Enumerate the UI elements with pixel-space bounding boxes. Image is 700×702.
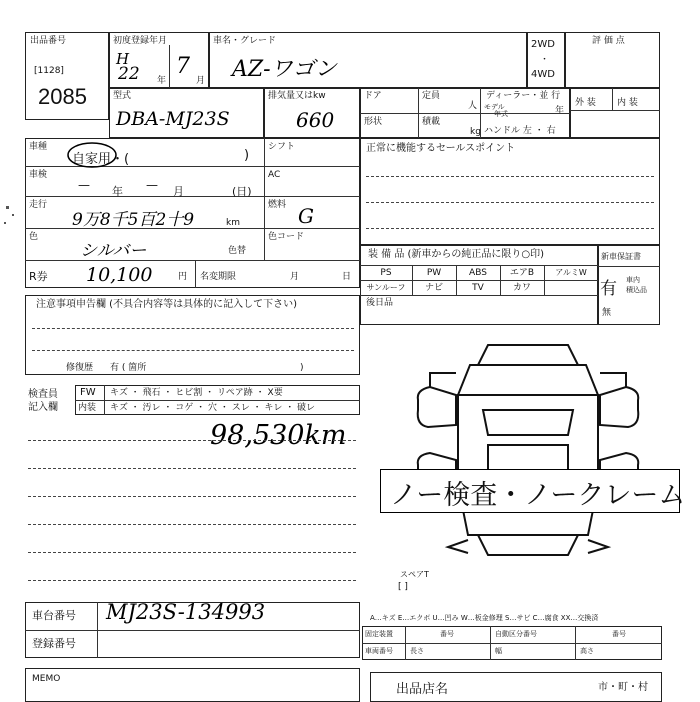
equipment-abs: ABS xyxy=(469,268,487,278)
divider xyxy=(25,630,360,631)
category-value: 自家用・( xyxy=(72,152,130,167)
model-year-label: モデル xyxy=(484,103,505,111)
equipment-ps: PS xyxy=(380,268,392,278)
divider xyxy=(264,138,265,260)
table-cell: 車両番号 xyxy=(365,647,393,655)
category-close: ) xyxy=(244,148,250,163)
spare-tire-label: スペアT xyxy=(400,570,429,579)
registration-label: 登録番号 xyxy=(32,637,76,650)
chassis-value: MJ23S-134993 xyxy=(106,600,266,624)
shop-label: 出品店名 xyxy=(396,682,449,697)
chassis-label: 車台番号 xyxy=(32,609,76,622)
expiry-day: 日 xyxy=(342,272,352,282)
capacity-unit: 人 xyxy=(468,101,478,111)
lot-number-label: 出品番号 xyxy=(30,36,67,46)
inspection-year-suffix: 年 xyxy=(112,185,123,198)
load-unit: kg xyxy=(470,127,481,137)
table-cell: 自動区分番号 xyxy=(495,630,537,638)
scan-mark xyxy=(12,214,14,216)
table-cell: 幅 xyxy=(495,647,502,655)
equipment-tv: TV xyxy=(472,283,484,293)
no-inspection-text: ノー検査・ノークレーム xyxy=(390,480,686,511)
dotted-line xyxy=(28,496,356,497)
dotted-line xyxy=(366,176,654,177)
equipment-title: 装 備 品 (新車からの純正品に限り○印) xyxy=(368,249,545,260)
inspection-dash: — xyxy=(78,178,90,192)
displacement-label: 排気量又はkw xyxy=(268,91,326,101)
divider xyxy=(490,626,491,660)
inspector-interior: 内装 xyxy=(78,403,97,413)
divider xyxy=(25,260,360,261)
recycle-unit: 円 xyxy=(178,272,188,282)
inspector-fw: FW xyxy=(80,387,96,398)
inspection-dash-2: — xyxy=(146,178,158,192)
equipment-sunroof: サンルーフ xyxy=(366,283,406,292)
divider xyxy=(360,295,598,296)
drive-dot: ・ xyxy=(540,55,550,65)
grade-label: 評 価 点 xyxy=(592,36,625,46)
category-label: 車種 xyxy=(29,142,48,152)
inspector-interior-items: キズ ・ 汚レ ・ コゲ ・ 穴 ・ スレ ・ キレ ・ 破レ xyxy=(110,403,316,413)
repair-history-value: 有 ( 箇所 xyxy=(110,363,147,373)
dotted-line xyxy=(28,580,356,581)
scan-mark xyxy=(6,206,9,209)
divider xyxy=(97,602,98,658)
registration-year: 22 xyxy=(118,64,140,84)
warranty-value: 有 xyxy=(600,279,617,299)
dotted-line xyxy=(28,552,356,553)
divider xyxy=(104,385,105,415)
repair-history-label: 修復歴 xyxy=(66,363,94,373)
sales-points-title: 正常に機能するセールスポイント xyxy=(366,143,516,154)
inspector-label-2: 記入欄 xyxy=(28,402,58,413)
warranty-none: 無 xyxy=(602,308,612,318)
handle-label: ハンドル 左 ・ 右 xyxy=(484,126,556,136)
model-value: DBA-MJ23S xyxy=(116,108,230,130)
color-label: 色 xyxy=(29,232,39,242)
circle-mark xyxy=(66,140,122,170)
handwritten-mileage: 98,530km xyxy=(210,420,347,451)
first-registration-label: 初度登録年月 xyxy=(113,36,168,46)
inspection-label: 車検 xyxy=(29,170,48,180)
ac-label: AC xyxy=(268,170,281,180)
expiry-month: 月 xyxy=(290,272,300,282)
interior-label: 内 装 xyxy=(617,98,638,108)
memo-label: MEMO xyxy=(32,674,61,684)
inspection-day-suffix: (日) xyxy=(232,185,252,198)
equipment-navi: ナビ xyxy=(424,283,443,293)
divider xyxy=(360,113,570,114)
divider xyxy=(570,110,660,111)
divider xyxy=(75,400,360,401)
recycle-value: 10,100 xyxy=(86,264,153,286)
mileage-value: 9万8千5百2十9 xyxy=(72,210,195,230)
recycle-label: R券 xyxy=(29,270,48,283)
grade-detail-box xyxy=(570,88,660,138)
repair-history-close: ) xyxy=(300,363,304,373)
mileage-label: 走行 xyxy=(29,200,48,210)
month-suffix: 月 xyxy=(196,76,206,86)
divider xyxy=(25,196,360,197)
mileage-unit: km xyxy=(226,218,240,228)
scan-mark xyxy=(4,222,6,224)
equipment-alloy: アルミW xyxy=(555,268,587,277)
fuel-label: 燃料 xyxy=(268,200,287,210)
table-cell: 番号 xyxy=(440,630,454,638)
divider xyxy=(598,266,660,267)
divider xyxy=(169,45,170,88)
color-change-label: 色替 xyxy=(228,246,247,256)
warranty-sub1: 車内 xyxy=(626,276,640,284)
dotted-line xyxy=(32,328,354,329)
drive-2wd: 2WD xyxy=(531,39,555,50)
dotted-line xyxy=(28,524,356,525)
model-label: 型式 xyxy=(113,91,132,101)
displacement-value: 660 xyxy=(296,108,335,132)
divider xyxy=(575,626,576,660)
expiry-label: 名変期限 xyxy=(200,272,237,282)
color-value: シルバー xyxy=(80,241,147,261)
table-cell: 高さ xyxy=(580,647,594,655)
dotted-line xyxy=(28,440,356,441)
load-label: 積載 xyxy=(422,117,441,127)
divider xyxy=(612,88,613,110)
equipment-leather: カワ xyxy=(512,283,531,293)
dotted-line xyxy=(366,228,654,229)
notes-title: 注意事項申告欄 (不具合内容等は具体的に記入して下さい) xyxy=(36,299,297,310)
warranty-title: 新車保証書 xyxy=(601,252,641,261)
lot-number: 2085 xyxy=(38,84,87,109)
year-unit: 年 xyxy=(555,106,565,116)
equipment-airbag: エアB xyxy=(509,268,535,278)
registration-month: 7 xyxy=(176,54,190,79)
spare-tire-bracket: [ ] xyxy=(398,582,408,592)
inspector-fw-items: キズ ・ 飛石 ・ ヒビ割 ・ リペア跡 ・ X要 xyxy=(110,388,283,398)
door-label: ドア xyxy=(364,91,382,101)
car-grade-label: 車名・グレード xyxy=(213,36,277,46)
fuel-value: G xyxy=(298,204,314,228)
reference-number: [1128] xyxy=(34,66,64,76)
warranty-sub2: 積込品 xyxy=(626,286,647,294)
equipment-pw: PW xyxy=(426,268,442,278)
dotted-line xyxy=(28,468,356,469)
exterior-label: 外 装 xyxy=(575,98,596,108)
memo-box xyxy=(25,668,360,702)
divider xyxy=(405,626,406,660)
dotted-line xyxy=(366,202,654,203)
rear-items-label: 後日品 xyxy=(366,298,394,308)
table-cell: 番号 xyxy=(612,630,626,638)
dealer-label: ディーラー・並 行 xyxy=(486,91,561,101)
shift-label: シフト xyxy=(268,142,296,152)
era: H xyxy=(116,50,130,68)
drive-4wd: 4WD xyxy=(531,69,555,80)
inspector-label-1: 検査員 xyxy=(28,389,58,400)
inspection-month-suffix: 月 xyxy=(173,185,184,198)
color-code-label: 色コード xyxy=(268,232,305,242)
dotted-line xyxy=(32,350,354,351)
model-year-sub: 年式 xyxy=(494,110,508,118)
car-diagram xyxy=(408,335,648,565)
shop-city: 市・町・村 xyxy=(598,682,648,693)
capacity-label: 定員 xyxy=(422,91,441,101)
shape-label: 形状 xyxy=(364,117,383,127)
table-cell: 長さ xyxy=(410,647,424,655)
divider xyxy=(362,643,662,644)
year-suffix: 年 xyxy=(157,76,167,86)
table-cell: 固定装置 xyxy=(365,630,393,638)
car-name: AZ-ワゴン xyxy=(232,57,337,82)
damage-legend: A…キズ E…エクボ U…凹み W…板金修理 S…サビ C…腐食 XX…交換済 xyxy=(370,614,599,622)
divider xyxy=(195,260,196,288)
